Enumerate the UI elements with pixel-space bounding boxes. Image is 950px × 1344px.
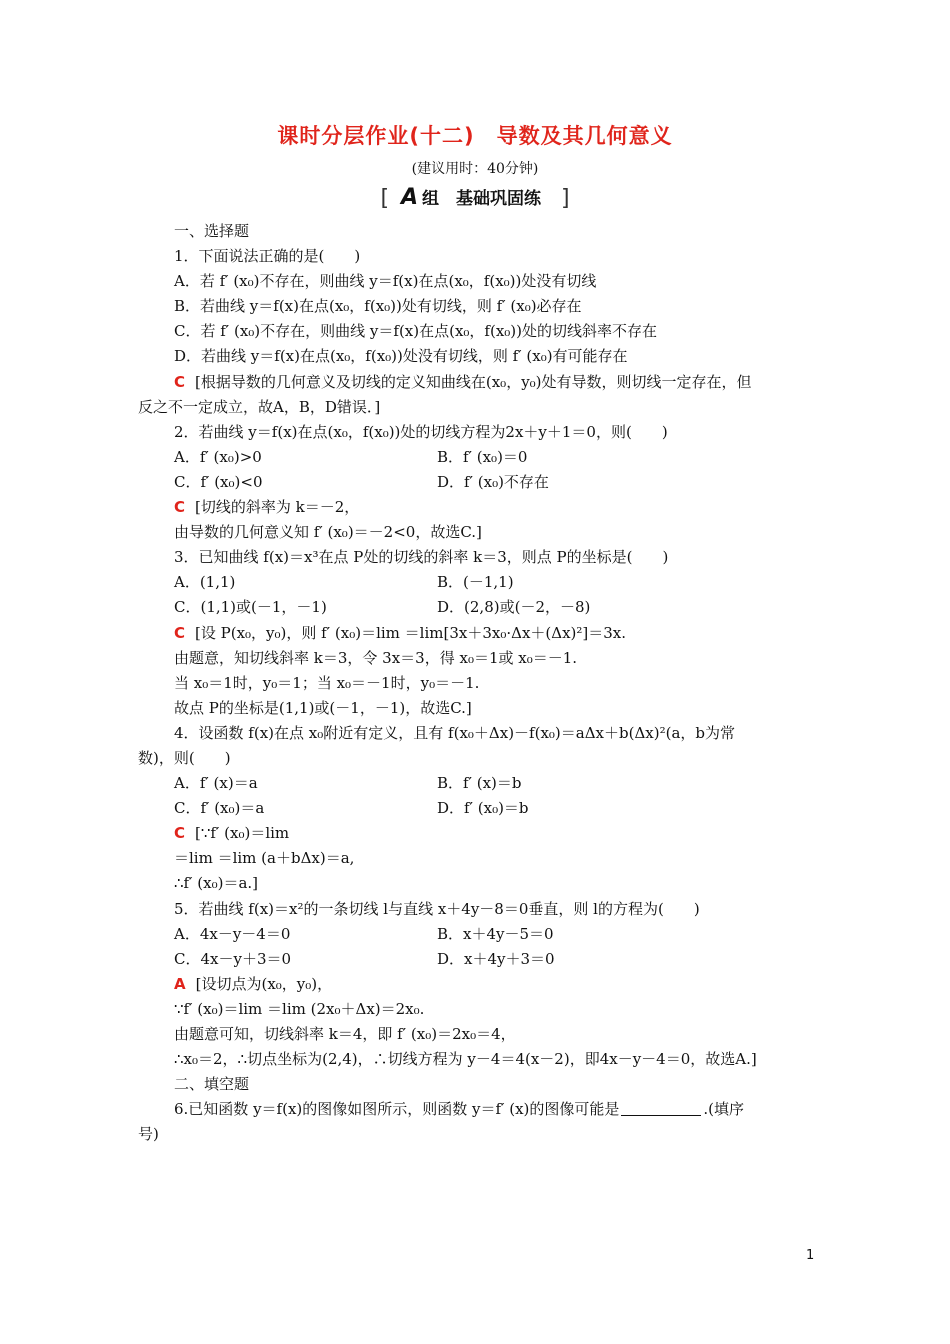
- q6-text: 6.已知函数 y＝f(x)的图像如图所示，则函数 y＝f′ (x)的图像可能是: [174, 1100, 620, 1119]
- question-6: [138, 1097, 818, 1122]
- answer-text: [设 P(x₀，y₀)，则 f′ (x₀)＝lim ＝lim[3x＋3x₀·Δx＋(Δx)²]＝3x.: [195, 623, 627, 642]
- q2-option-b: B．f′ (x₀)＝0: [437, 447, 528, 466]
- section-heading-fill: 二、填空题: [174, 1075, 250, 1094]
- question-4: 4．设函数 f(x)在点 x₀附近有定义，且有 f(x₀＋Δx)－f(x₀)＝aΔx＋b(Δx)²(a，b为常: [174, 723, 736, 742]
- q4-answer-cont-2: ∴f′ (x₀)＝a.]: [174, 874, 259, 893]
- answer-blank: [621, 1101, 701, 1116]
- answer-text: [切线的斜率为 k＝－2，: [195, 498, 360, 517]
- q3-answer-cont-1: 由题意，知切线斜率 k＝3，令 3x＝3，得 x₀＝1或 x₀＝－1.: [174, 648, 578, 667]
- q1-answer: [138, 370, 818, 395]
- q1-option-a: A．若 f′ (x₀)不存在，则曲线 y＝f(x)在点(x₀，f(x₀))处没有切线: [174, 272, 597, 291]
- q4-option-d: D．f′ (x₀)＝b: [437, 799, 529, 818]
- q1-option-c: C．若 f′ (x₀)不存在，则曲线 y＝f(x)在点(x₀，f(x₀))处的切线斜率不存在: [174, 322, 658, 341]
- q3-option-a: A．(1,1): [174, 573, 236, 592]
- q2-answer: [138, 495, 818, 520]
- q5-answer-cont-3: ∴x₀＝2，∴切点坐标为(2,4)，∴切线方程为 y－4＝4(x－2)，即4x－y－4＝0，故选A.]: [174, 1050, 757, 1069]
- answer-text: [∵f′ (x₀)＝lim: [195, 824, 290, 843]
- group-title: 组 基础巩固练: [422, 189, 542, 209]
- group-letter: A: [400, 185, 419, 210]
- title-left: 课时分层作业(十二): [277, 124, 475, 148]
- page-number: 1: [806, 1248, 815, 1263]
- q2-answer-cont: 由导数的几何意义知 f′ (x₀)＝－2<0，故选C.]: [174, 523, 482, 542]
- question-body: [138, 219, 818, 1147]
- question-6-cont: 号): [138, 1125, 159, 1144]
- answer-letter: A: [174, 974, 186, 993]
- q4-option-b: B．f′ (x)＝b: [437, 774, 522, 793]
- q3-option-c: C．(1,1)或(－1，－1): [174, 598, 327, 617]
- q3-answer-cont-3: 故点 P的坐标是(1,1)或(－1，－1)，故选C.]: [174, 698, 472, 717]
- q3-options-cd: [138, 595, 818, 620]
- question-1: 1．下面说法正确的是( ): [174, 247, 361, 266]
- title-right: 导数及其几何意义: [496, 124, 673, 148]
- q3-option-b: B．(－1,1): [437, 573, 514, 592]
- q4-option-c: C．f′ (x₀)＝a: [174, 799, 265, 818]
- q3-option-d: D．(2,8)或(－2，－8): [437, 598, 591, 617]
- q5-option-b: B．x＋4y－5＝0: [437, 924, 554, 943]
- q4-option-a: A．f′ (x)＝a: [174, 774, 258, 793]
- bracket-right: ]: [560, 186, 570, 211]
- page-title: [0, 120, 950, 150]
- group-heading: [0, 184, 950, 211]
- question-2: 2．若曲线 y＝f(x)在点(x₀，f(x₀))处的切线方程为2x＋y＋1＝0，则( ): [174, 422, 668, 441]
- question-3: 3．已知曲线 f(x)＝x³在点 P处的切线的斜率 k＝3，则点 P的坐标是( ): [174, 548, 669, 567]
- q2-option-d: D．f′ (x₀)不存在: [437, 472, 549, 491]
- suggested-time: (建议用时：40分钟): [411, 161, 539, 177]
- q5-answer-cont-1: ∵f′ (x₀)＝lim ＝lim (2x₀＋Δx)＝2x₀.: [174, 999, 425, 1018]
- q3-answer: [138, 621, 818, 646]
- q1-option-b: B．若曲线 y＝f(x)在点(x₀，f(x₀))处有切线，则 f′ (x₀)必存在: [174, 297, 582, 316]
- answer-text: [设切点为(x₀，y₀)，: [195, 974, 333, 993]
- q5-options-ab: [138, 922, 818, 947]
- question-5: 5．若曲线 f(x)＝x²的一条切线 l与直线 x＋4y－8＝0垂直，则 l的方程为( ): [174, 899, 700, 918]
- q6-text-end: .(填序: [703, 1100, 745, 1119]
- q2-option-a: A．f′ (x₀)>0: [174, 447, 262, 466]
- question-4-cont: 数)，则( ): [138, 748, 231, 767]
- answer-letter: C: [174, 623, 186, 642]
- q4-options-ab: [138, 771, 818, 796]
- q4-answer: [138, 821, 818, 846]
- section-heading-choice: 一、选择题: [174, 222, 250, 240]
- q5-options-cd: [138, 947, 818, 972]
- q4-options-cd: [138, 796, 818, 821]
- q3-options-ab: [138, 570, 818, 595]
- answer-text: [根据导数的几何意义及切线的定义知曲线在(x₀，y₀)处有导数，则切线一定存在，但: [195, 372, 752, 391]
- q4-answer-cont-1: ＝lim ＝lim (a＋bΔx)＝a,: [174, 849, 355, 868]
- answer-letter: C: [174, 498, 186, 517]
- q2-option-c: C．f′ (x₀)<0: [174, 472, 263, 491]
- q5-answer: [138, 972, 818, 997]
- q5-option-a: A．4x－y－4＝0: [174, 924, 291, 943]
- q5-answer-cont-2: 由题意可知，切线斜率 k＝4，即 f′ (x₀)＝2x₀＝4，: [174, 1025, 516, 1043]
- q1-answer-cont: 反之不一定成立，故A，B，D错误．]: [138, 397, 381, 416]
- bracket-left: [: [380, 186, 390, 211]
- q5-option-c: C．4x－y＋3＝0: [174, 949, 292, 968]
- q1-option-d: D．若曲线 y＝f(x)在点(x₀，f(x₀))处没有切线，则 f′ (x₀)有可能存在: [174, 347, 628, 366]
- answer-letter: C: [174, 372, 186, 391]
- q2-options-ab: [138, 445, 818, 470]
- q3-answer-cont-2: 当 x₀＝1时，y₀＝1；当 x₀＝－1时，y₀＝－1.: [174, 673, 480, 692]
- q5-option-d: D．x＋4y＋3＝0: [437, 949, 555, 968]
- answer-letter: C: [174, 824, 186, 843]
- q2-options-cd: [138, 470, 818, 495]
